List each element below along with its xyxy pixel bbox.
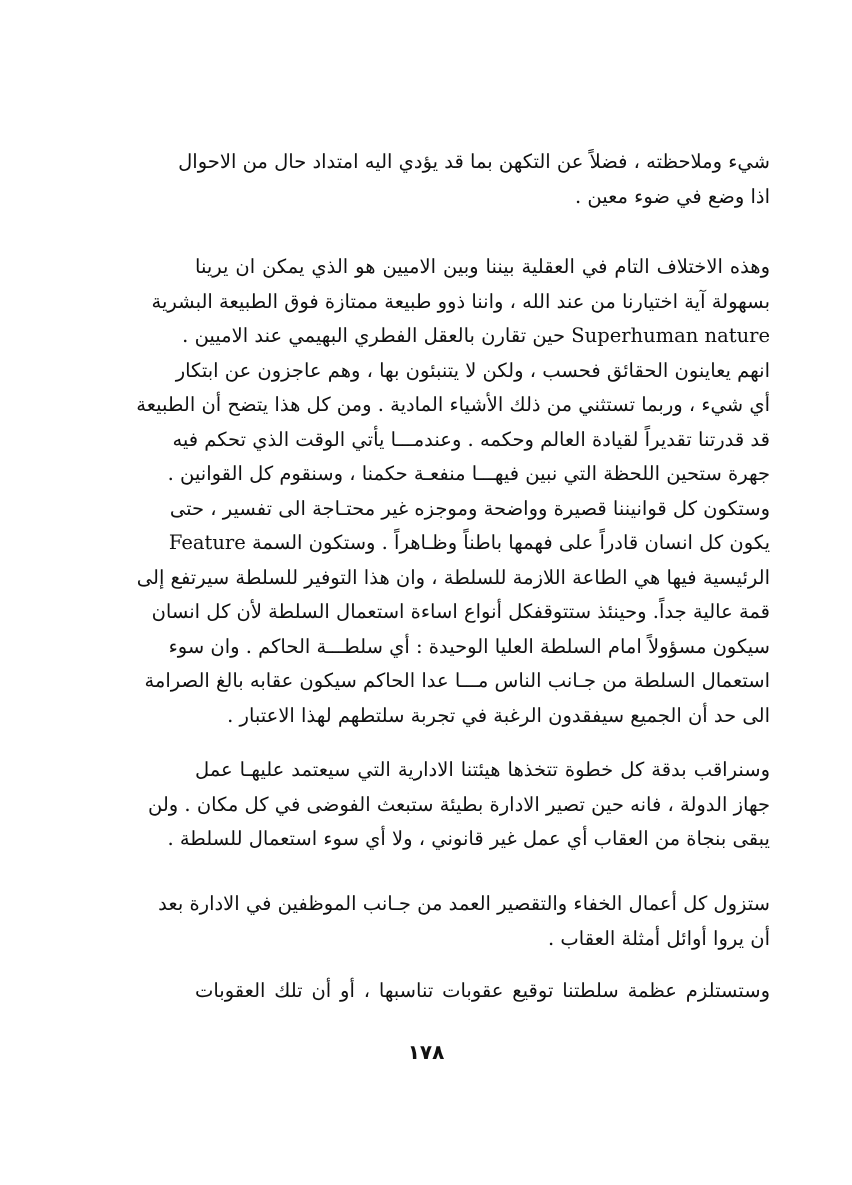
page-number: ١٧٨ (407, 1040, 445, 1064)
text-line: جهرة ستحين اللحظة التي نبين فيهـــا منفعـة حكمنا ، وسنقوم كل القوانين . (167, 462, 770, 485)
text-line: ستزول كل أعمال الخفاء والتقصير العمد من جـانب الموظفين في الادارة بعد (158, 892, 770, 915)
text-line: اذا وضع في ضوء معين . (574, 184, 770, 208)
text-line: جهاز الدولة ، فانه حين تصير الادارة بطيئة ستبعث الفوضى في كل مكان . ولن (148, 792, 770, 816)
text-line: قد قدرتنا تقديراً لقيادة العالم وحكمه . وعندمـــا يأتي الوقت الذي تحكم فيه (172, 427, 770, 451)
paragraph-2 (136, 250, 770, 733)
text-line: يكون كل انسان قادراً على فهمها باطناً وظـاهراً . وستكون السمة Feature (168, 531, 770, 554)
text-line: وستستلزم عظمة سلطتنا توقيع عقوبات تناسبها ، أو أن تلك العقوبات (195, 979, 770, 1002)
paragraph-1 (178, 145, 770, 214)
text-line: وسنراقب بدقة كل خطوة تتخذها هيئتنا الادارية التي سيعتمد عليهـا عمل (195, 758, 770, 781)
paragraph-3 (148, 753, 770, 857)
text-line: استعمال السلطة من جـانب الناس مـــا عدا الحاكم سيكون عقابه بالغ الصرامة (144, 669, 770, 692)
text-line: بسهولة آية اختيارنا من عند الله ، واننا ذوو طبيعة ممتازة فوق الطبيعة البشرية (151, 289, 770, 313)
paragraph-5 (195, 974, 770, 1009)
text-line: وستكون كل قوانيننا قصيرة وواضحة وموجزه غير محتـاجة الى تفسير ، حتى (169, 496, 770, 520)
text-line: انهم يعاينون الحقائق فحسب ، ولكن لا يتنبئون بها ، وهم عاجزون عن ابتكار (175, 358, 770, 382)
text-line: سيكون مسؤولاً امام السلطة العليا الوحيدة : أي سلطـــة الحاكم . وان سوء (168, 634, 770, 658)
paragraph-4 (158, 887, 770, 956)
text-line: أي شيء ، وربما تستثني من ذلك الأشياء المادية . ومن كل هذا يتضح أن الطبيعة (136, 393, 770, 416)
text-line: الى حد أن الجميع سيفقدون الرغبة في تجربة سلتطهم لهذا الاعتبار . (227, 703, 770, 727)
text-line: قمة عالية جداً. وحينئذ ستتوقفكل أنواع اساءة استعمال السلطة لأن كل انسان (151, 600, 770, 623)
text-line: أن يروا أوائل أمثلة العقاب . (548, 926, 770, 950)
text-line: الرئيسية فيها هي الطاعة اللازمة للسلطة ، وان هذا التوفير للسلطة سيرتفع إلى (136, 565, 770, 589)
text-line: Superhuman nature حين تقارن بالعقل الفطري البهيمي عند الاميين . (182, 324, 770, 347)
text-line: وهذه الاختلاف التام في العقلية بيننا وبين الاميين هو الذي يمكن ان يرينا (195, 255, 770, 278)
text-line: يبقى بنجاة من العقاب أي عمل غير قانوني ، ولا أي سوء استعمال للسلطة . (167, 827, 770, 850)
text-line: شيء وملاحظته ، فضلاً عن التكهن بما قد يؤدي اليه امتداد حال من الاحوال (178, 150, 770, 173)
